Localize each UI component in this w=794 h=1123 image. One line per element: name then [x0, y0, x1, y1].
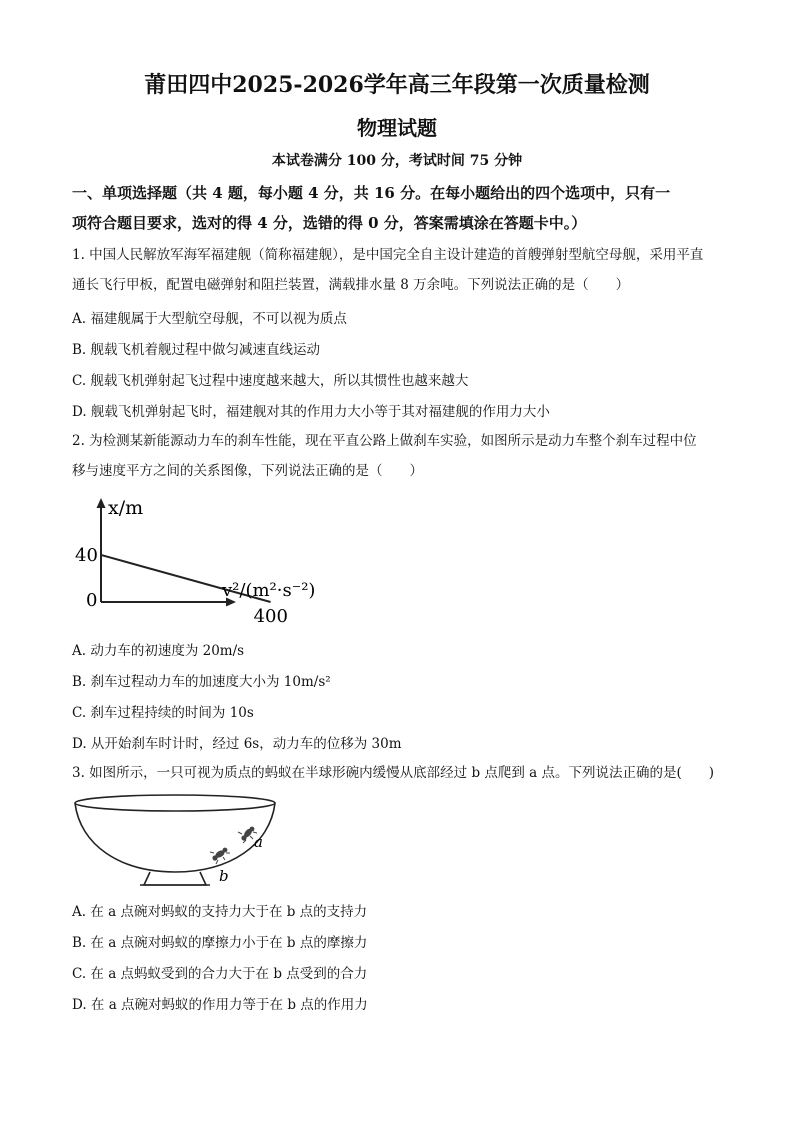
x-axis-label: v²/(m²·s⁻²) [222, 580, 316, 601]
origin-label: 0 [86, 590, 98, 611]
q1-option-b: B. 舰载飞机着舰过程中做匀减速直线运动 [72, 342, 321, 358]
y-tick-label: 40 [75, 544, 98, 566]
q2-stem-line2: 移与速度平方之间的关系图像，下列说法正确的是（ ） [72, 463, 423, 479]
q1-stem-line2: 通长飞行甲板，配置电磁弹射和阻拦装置，满载排水量 8 万余吨。下列说法正确的是（ ） [72, 277, 630, 293]
q3-option-d: D. 在 a 点碗对蚂蚁的作用力等于在 b 点的作用力 [72, 997, 368, 1013]
q1-option-a: A. 福建舰属于大型航空母舰，不可以视为质点 [72, 311, 347, 327]
bowl-figure [70, 790, 285, 890]
q2-option-a: A. 动力车的初速度为 20m/s [72, 643, 245, 659]
q3-option-c: C. 在 a 点蚂蚁受到的合力大于在 b 点受到的合力 [72, 966, 368, 982]
subject-title: 物理试题 [357, 116, 437, 140]
label-a: a [254, 833, 263, 851]
q2-graph [70, 492, 360, 630]
section-heading [72, 178, 732, 238]
q2-option-d: D. 从开始刹车时计时，经过 6s，动力车的位移为 30m [72, 736, 402, 752]
section-heading-line2: 项符合题目要求，选对的得 4 分，选错的得 0 分，答案需填涂在答题卡中。） [72, 214, 587, 232]
q2-stem-line1: 2. 为检测某新能源动力车的刹车性能，现在平直公路上做刹车实验，如图所示是动力车整个刹车过程中位 [72, 433, 697, 449]
x-tick-label: 400 [253, 606, 288, 627]
q3-stem-line1: 3. 如图所示，一只可视为质点的蚂蚁在半球形碗内缓慢从底部经过 b 点爬到 a 点。下列说法正确的是( ) [72, 765, 715, 781]
q2-option-c: C. 刹车过程持续的时间为 10s [72, 705, 254, 721]
q1-option-c: C. 舰载飞机弹射起飞过程中速度越来越大，所以其惯性也越来越大 [72, 373, 469, 389]
q3-option-b: B. 在 a 点碗对蚂蚁的摩擦力小于在 b 点的摩擦力 [72, 935, 368, 951]
exam-title: 莆田四中2025-2026学年高三年段第一次质量检测 [144, 72, 650, 98]
ant-b [210, 848, 230, 864]
q1-option-d: D. 舰载飞机弹射起飞时，福建舰对其的作用力大小等于其对福建舰的作用力大小 [72, 404, 550, 420]
bowl-rim [75, 795, 275, 811]
y-axis-label: x/m [108, 497, 144, 519]
exam-info: 本试卷满分 100 分，考试时间 75 分钟 [271, 153, 523, 169]
q3-option-a: A. 在 a 点碗对蚂蚁的支持力大于在 b 点的支持力 [72, 904, 368, 920]
label-b: b [219, 867, 229, 885]
q2-option-b: B. 刹车过程动力车的加速度大小为 10m/s² [72, 674, 331, 690]
y-axis-arrow [97, 498, 106, 508]
bowl-base [144, 872, 206, 885]
section-heading-line1: 一、单项选择题（共 4 题，每小题 4 分，共 16 分。在每小题给出的四个选项中，只有一 [72, 184, 671, 202]
q1-stem-line1: 1. 中国人民解放军海军福建舰（简称福建舰），是中国完全自主设计建造的首艘弹射型航空母舰，采用平直 [72, 247, 704, 263]
